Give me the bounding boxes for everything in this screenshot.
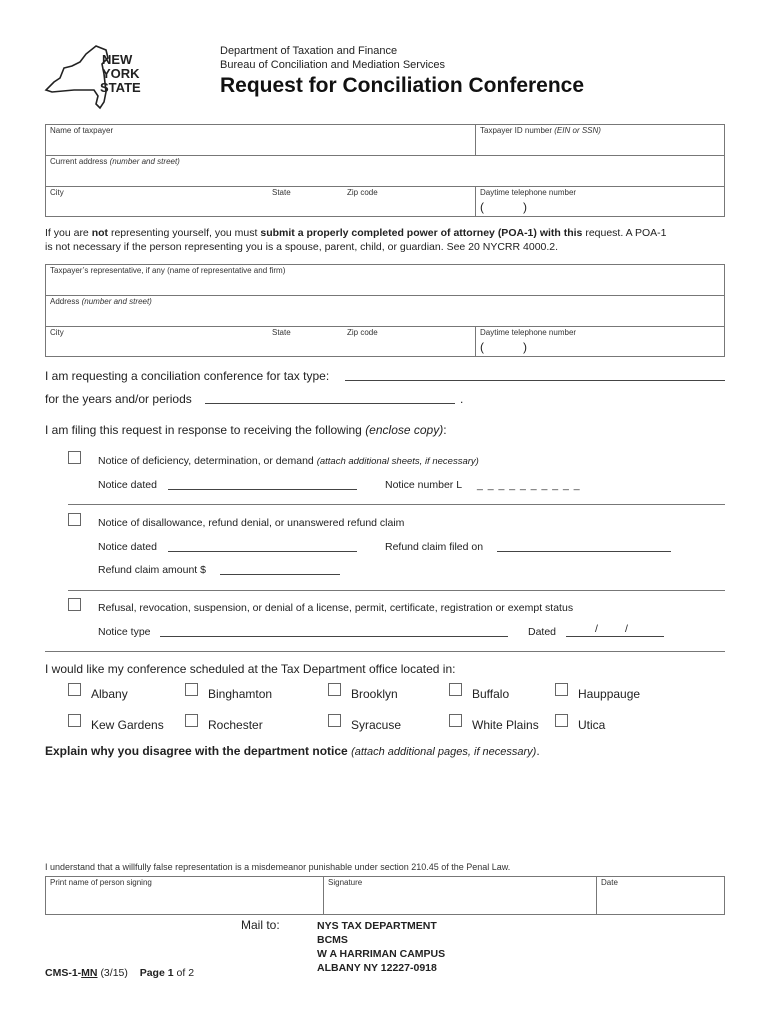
logo-text-state: STATE xyxy=(100,80,141,95)
mail-address-line4: ALBANY NY 12227-0918 xyxy=(317,962,437,974)
office-hauppauge-label: Hauppauge xyxy=(578,687,641,701)
representative-phone-open: ( xyxy=(480,340,484,354)
office-buffalo-checkbox[interactable] xyxy=(449,683,462,696)
refund-filed-input[interactable] xyxy=(497,551,671,552)
notice3-type-input[interactable] xyxy=(160,636,508,637)
taxpayer-address-field[interactable] xyxy=(46,167,724,185)
taxpayer-phone-field[interactable] xyxy=(476,198,724,216)
notice-deficiency-checkbox[interactable] xyxy=(68,451,81,464)
taxpayer-state-label: State xyxy=(272,188,291,197)
mail-address-line1: NYS TAX DEPARTMENT xyxy=(317,920,437,932)
office-brooklyn-label: Brooklyn xyxy=(351,687,398,701)
office-white-plains-label: White Plains xyxy=(472,718,539,732)
poa-notice: If you are not representing yourself, you must submit a properly completed power of attorney (POA-1) with this request. A POA-1 xyxy=(45,227,667,239)
refund-amount-input[interactable] xyxy=(220,574,340,575)
mail-address-line2: BCMS xyxy=(317,934,348,946)
taxpayer-name-label: Name of taxpayer xyxy=(50,126,114,135)
notice1-number-label: Notice number L xyxy=(385,479,463,491)
office-rochester-checkbox[interactable] xyxy=(185,714,198,727)
taxpayer-zip-label: Zip code xyxy=(347,188,378,197)
notice1-number-input[interactable]: _ _ _ _ _ _ _ _ _ _ xyxy=(477,479,581,491)
office-hauppauge-checkbox[interactable] xyxy=(555,683,568,696)
office-brooklyn-checkbox[interactable] xyxy=(328,683,341,696)
representative-address-field[interactable] xyxy=(46,307,724,325)
signature-label: Signature xyxy=(328,878,363,887)
logo-text-york: YORK xyxy=(102,66,140,81)
office-kew-gardens-checkbox[interactable] xyxy=(68,714,81,727)
notice3-type-label: Notice type xyxy=(98,626,151,638)
notice-disallowance-label: Notice of disallowance, refund denial, or unanswered refund claim xyxy=(98,517,405,529)
office-syracuse-checkbox[interactable] xyxy=(328,714,341,727)
form-id: CMS-1-MN (3/15) Page 1 of 2 xyxy=(45,967,195,979)
representative-address-label: Address (number and street) xyxy=(50,297,152,306)
print-name-field[interactable] xyxy=(46,888,322,914)
logo-text-new: NEW xyxy=(102,52,133,67)
nys-logo xyxy=(44,44,154,114)
taxpayer-city-label: City xyxy=(50,188,64,197)
notice1-dated-label: Notice dated xyxy=(98,479,157,491)
date-field[interactable] xyxy=(597,888,724,914)
notice-license-label: Refusal, revocation, suspension, or denial of a license, permit, certificate, registration or exempt status xyxy=(98,602,574,614)
bureau-name: Bureau of Conciliation and Mediation Services xyxy=(220,59,446,71)
office-white-plains-checkbox[interactable] xyxy=(449,714,462,727)
taxpayer-phone-close: ) xyxy=(523,200,527,214)
representative-phone-field[interactable] xyxy=(476,338,724,356)
taxpayer-address-label: Current address (number and street) xyxy=(50,157,180,166)
penalty-statement: I understand that a willfully false representation is a misdemeanor punishable under section 210.45 of the Penal Law. xyxy=(45,862,511,872)
years-period: . xyxy=(460,392,464,406)
print-name-label: Print name of person signing xyxy=(50,878,152,887)
refund-amount-label: Refund claim amount $ xyxy=(98,564,206,576)
notice3-dated-input[interactable] xyxy=(566,636,664,637)
taxpayer-phone-open: ( xyxy=(480,200,484,214)
notice-disallowance-checkbox[interactable] xyxy=(68,513,81,526)
taxpayer-id-field[interactable] xyxy=(476,136,724,154)
office-albany-checkbox[interactable] xyxy=(68,683,81,696)
notice2-dated-label: Notice dated xyxy=(98,541,157,553)
representative-name-field[interactable] xyxy=(46,276,724,294)
mail-address-line3: W A HARRIMAN CAMPUS xyxy=(317,948,446,960)
office-syracuse-label: Syracuse xyxy=(351,718,402,732)
representative-state-label: State xyxy=(272,328,291,337)
representative-zip-label: Zip code xyxy=(347,328,378,337)
office-utica-checkbox[interactable] xyxy=(555,714,568,727)
notice2-dated-input[interactable] xyxy=(168,551,357,552)
notice1-dated-input[interactable] xyxy=(168,489,357,490)
representative-city-label: City xyxy=(50,328,64,337)
tax-type-input[interactable] xyxy=(345,380,725,381)
filing-label: I am filing this request in response to receiving the following (enclose copy): xyxy=(45,423,447,437)
refund-filed-label: Refund claim filed on xyxy=(385,541,484,553)
office-rochester-label: Rochester xyxy=(208,718,263,732)
office-binghamton-label: Binghamton xyxy=(208,687,273,701)
office-utica-label: Utica xyxy=(578,718,606,732)
office-kew-gardens-label: Kew Gardens xyxy=(91,718,164,732)
notice-license-checkbox[interactable] xyxy=(68,598,81,611)
representative-city-field[interactable] xyxy=(46,338,474,356)
mail-to-label: Mail to: xyxy=(241,918,280,932)
representative-phone-label: Daytime telephone number xyxy=(480,328,577,337)
office-albany-label: Albany xyxy=(91,687,128,701)
office-intro: I would like my conference scheduled at the Tax Department office located in: xyxy=(45,662,456,676)
date-slash-1: / xyxy=(595,623,598,635)
poa-notice-line2: is not necessary if the person representing you is a spouse, parent, child, or guardian. See 20 NYCRR 4000.2. xyxy=(45,241,559,253)
office-buffalo-label: Buffalo xyxy=(472,687,510,701)
form-title: Request for Conciliation Conference xyxy=(220,74,585,97)
years-input[interactable] xyxy=(205,403,455,404)
date-label: Date xyxy=(601,878,618,887)
notice-deficiency-label: Notice of deficiency, determination, or demand (attach additional sheets, if necessary) xyxy=(98,455,479,467)
taxpayer-city-field[interactable] xyxy=(46,198,474,216)
taxpayer-name-field[interactable] xyxy=(46,136,474,154)
department-name: Department of Taxation and Finance xyxy=(220,45,398,57)
office-binghamton-checkbox[interactable] xyxy=(185,683,198,696)
explain-label: Explain why you disagree with the department notice (attach additional pages, if necessary). xyxy=(45,744,540,758)
signature-field[interactable] xyxy=(324,888,595,914)
notice3-dated-label: Dated xyxy=(528,626,557,638)
taxpayer-phone-label: Daytime telephone number xyxy=(480,188,577,197)
representative-phone-close: ) xyxy=(523,340,527,354)
taxpayer-id-label: Taxpayer ID number (EIN or SSN) xyxy=(480,126,601,135)
explain-textarea[interactable] xyxy=(45,762,725,852)
tax-type-label: I am requesting a conciliation conference for tax type: xyxy=(45,369,330,383)
years-label: for the years and/or periods xyxy=(45,392,192,406)
date-slash-2: / xyxy=(625,623,628,635)
representative-name-label: Taxpayer’s representative, if any (name of representative and firm) xyxy=(50,266,286,275)
